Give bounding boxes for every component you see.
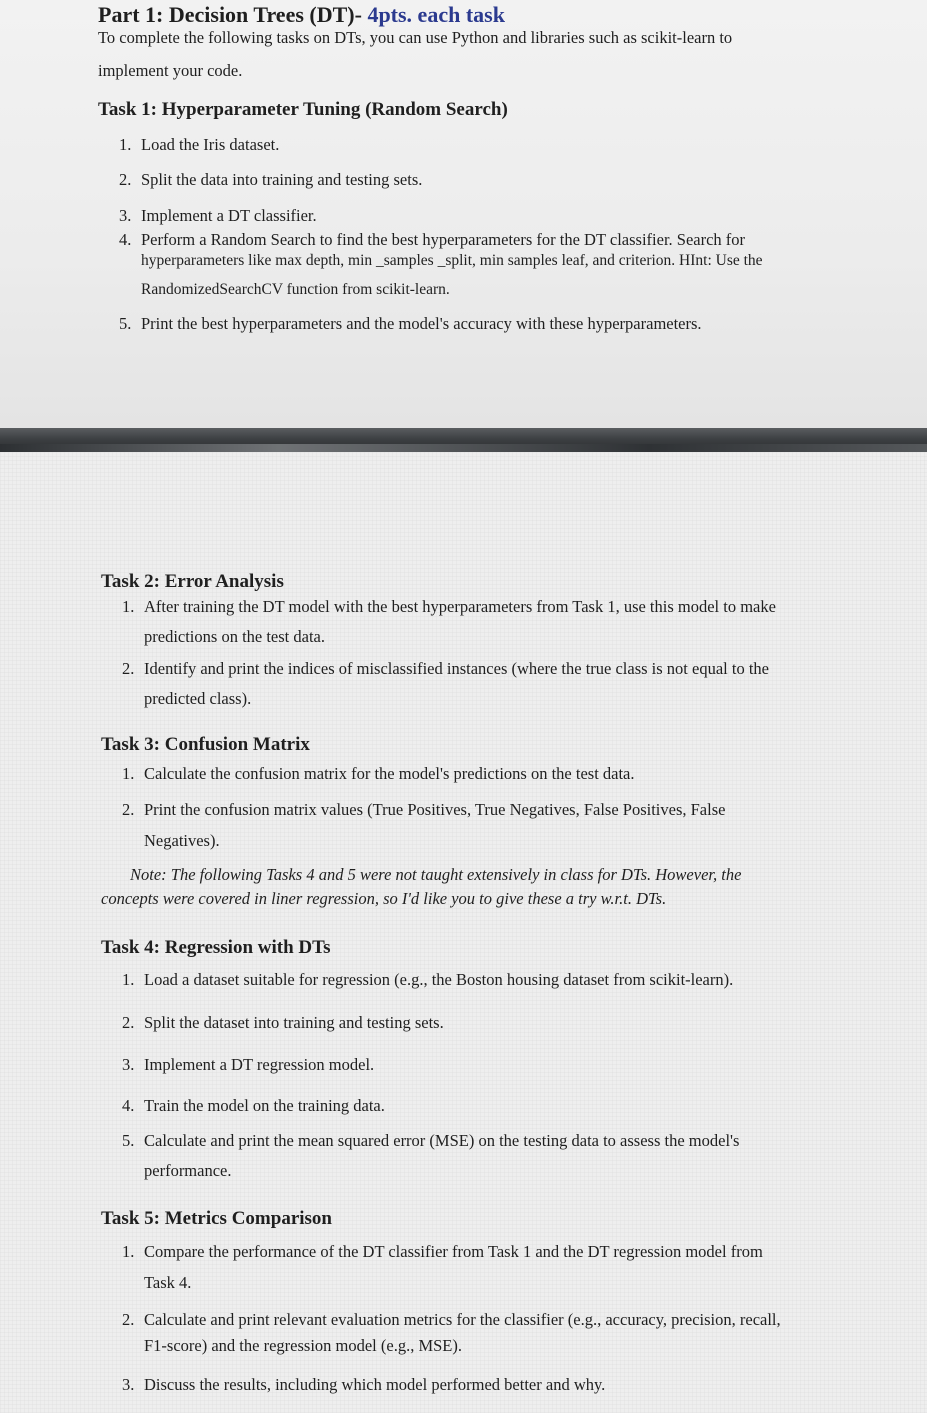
item-number: 2. — [122, 1310, 135, 1329]
task1-item-4-line-3: RandomizedSearchCV function from scikit-learn. — [141, 281, 450, 298]
task4-item-4 — [122, 1096, 385, 1116]
task2-title: Task 2: Error Analysis — [101, 571, 284, 592]
task4-item-2 — [122, 1013, 444, 1033]
item-text: Identify and print the indices of misclassified instances (where the true class is not equal to the — [144, 659, 769, 678]
item-number: 4. — [119, 230, 132, 249]
task1-item-4-line-2: hyperparameters like max depth, min _samples _split, min samples leaf, and criterion. HInt: Use the — [141, 252, 763, 269]
task3-item-1 — [122, 764, 635, 784]
part-title-points: 4pts. each task — [367, 2, 505, 27]
task5-item-1 — [122, 1242, 763, 1262]
task1-item-1 — [119, 135, 279, 155]
intro-line-2: implement your code. — [98, 61, 243, 80]
item-number: 5. — [122, 1131, 135, 1150]
item-number: 2. — [122, 800, 135, 819]
item-text: Compare the performance of the DT classifier from Task 1 and the DT regression model from — [144, 1242, 763, 1261]
item-number: 1. — [122, 970, 135, 989]
task4-item-1 — [122, 970, 733, 990]
item-text: Load the Iris dataset. — [141, 135, 280, 154]
item-number: 2. — [122, 1013, 135, 1032]
item-text: Load a dataset suitable for regression (e.g., the Boston housing dataset from scikit-learn). — [144, 970, 734, 989]
item-number: 1. — [122, 764, 135, 783]
task2-item-2 — [122, 659, 769, 679]
item-text: Calculate the confusion matrix for the model's predictions on the test data. — [144, 764, 635, 783]
item-text: Implement a DT regression model. — [144, 1055, 375, 1074]
item-number: 2. — [122, 659, 135, 678]
note-line-1: Note: The following Tasks 4 and 5 were not taught extensively in class for DTs. However, the — [130, 865, 742, 884]
task1-item-3 — [119, 206, 317, 226]
item-number: 3. — [122, 1055, 135, 1074]
task2-item-1-line-2: predictions on the test data. — [144, 627, 325, 646]
item-text: Calculate and print the mean squared error (MSE) on the testing data to assess the model's — [144, 1131, 740, 1150]
intro-line-1: To complete the following tasks on DTs, you can use Python and libraries such as scikit-learn to — [98, 28, 733, 47]
note-line-2: concepts were covered in liner regression, so I'd like you to give these a try w.r.t. DTs. — [101, 889, 667, 908]
item-text: Train the model on the training data. — [144, 1096, 385, 1115]
item-text: Discuss the results, including which model performed better and why. — [144, 1375, 606, 1394]
item-number: 1. — [119, 135, 132, 154]
item-number: 2. — [119, 170, 132, 189]
task4-item-5-line-2: performance. — [144, 1161, 232, 1180]
item-text: Split the dataset into training and testing sets. — [144, 1013, 444, 1032]
page-gap-divider — [0, 428, 927, 452]
item-text: Implement a DT classifier. — [141, 206, 317, 225]
item-text: Print the confusion matrix values (True Positives, True Negatives, False Positives, False — [144, 800, 726, 819]
task1-title: Task 1: Hyperparameter Tuning (Random Search) — [98, 99, 508, 120]
task5-item-3 — [122, 1375, 605, 1395]
item-number: 4. — [122, 1096, 135, 1115]
task1-item-5 — [119, 314, 702, 334]
task3-item-2 — [122, 800, 725, 820]
item-number: 1. — [122, 597, 135, 616]
item-text: Split the data into training and testing sets. — [141, 170, 423, 189]
task3-title: Task 3: Confusion Matrix — [101, 734, 310, 755]
task4-item-3 — [122, 1055, 374, 1075]
task5-title: Task 5: Metrics Comparison — [101, 1208, 332, 1229]
part-title — [98, 2, 505, 28]
task5-item-2 — [122, 1310, 781, 1330]
item-number: 3. — [122, 1375, 135, 1394]
task2-item-2-line-2: predicted class). — [144, 689, 252, 708]
item-text: After training the DT model with the best hyperparameters from Task 1, use this model to make — [144, 597, 776, 616]
item-number: 5. — [119, 314, 132, 333]
task1-item-4 — [119, 230, 745, 250]
task3-item-2-line-2: Negatives). — [144, 831, 220, 850]
item-number: 3. — [119, 206, 132, 225]
item-text: Perform a Random Search to find the best hyperparameters for the DT classifier. Search for — [141, 230, 746, 249]
task4-item-5 — [122, 1131, 739, 1151]
task2-item-1 — [122, 597, 776, 617]
task5-item-2-line-2: F1-score) and the regression model (e.g., MSE). — [144, 1336, 463, 1355]
task5-item-1-line-2: Task 4. — [144, 1273, 192, 1292]
part-title-main: Part 1: Decision Trees (DT)- — [98, 2, 362, 27]
item-number: 1. — [122, 1242, 135, 1261]
item-text: Print the best hyperparameters and the model's accuracy with these hyperparameters. — [141, 314, 702, 333]
item-text: Calculate and print relevant evaluation metrics for the classifier (e.g., accuracy, precision, recall, — [144, 1310, 781, 1329]
task4-title: Task 4: Regression with DTs — [101, 937, 331, 958]
task1-item-2 — [119, 170, 422, 190]
